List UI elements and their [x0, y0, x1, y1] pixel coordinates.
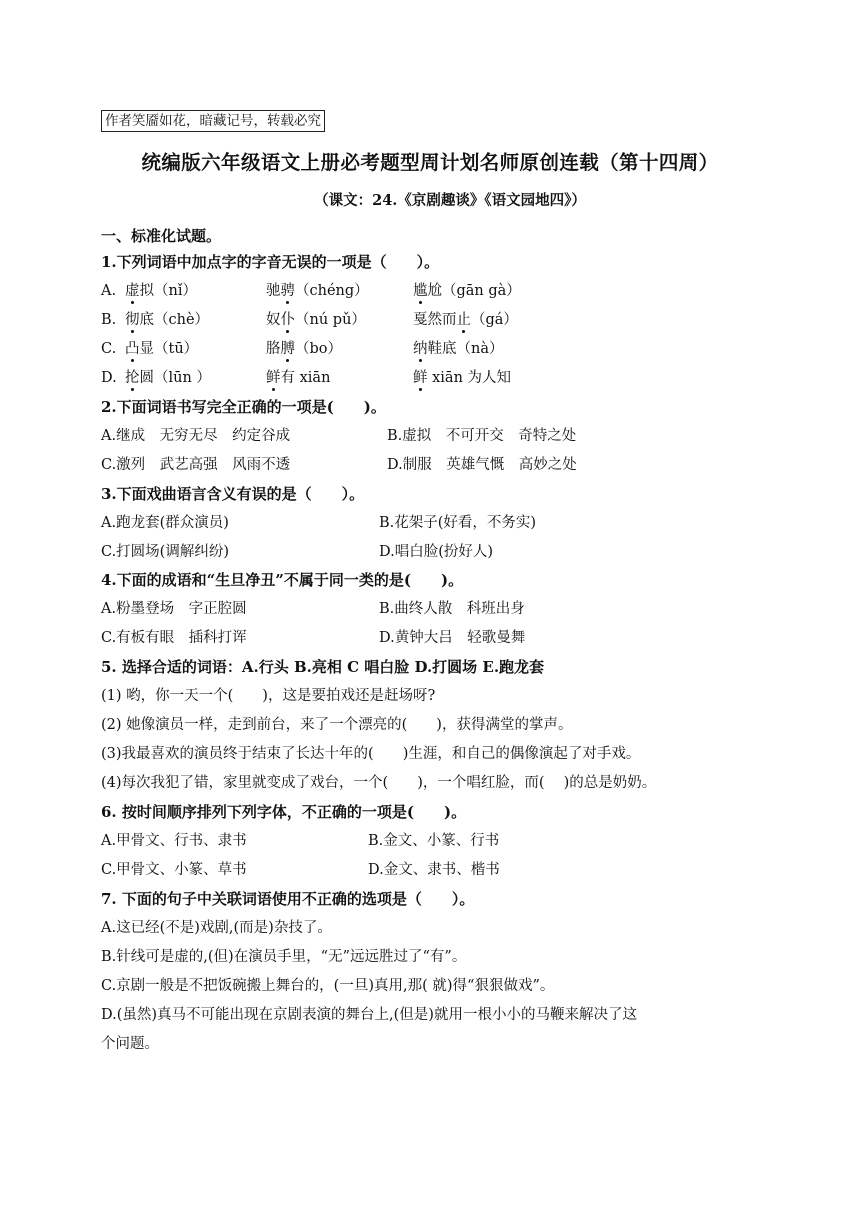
question-3-option-b: B.花架子(好看，不务实): [379, 515, 537, 531]
question-1-option-word: [413, 339, 503, 359]
question-7-line-c: C.京剧一般是不把饭碗搬上舞台的，(一旦)真用,那( 就)得“狠狠做戏”。: [101, 978, 555, 994]
question-6-stem: 6. 按时间顺序排列下列字体，不正确的一项是( )。: [101, 803, 467, 821]
page-subtitle: （课文：24.《京剧趣谈》《语文园地四》）: [314, 192, 586, 209]
question-1-option-word: [266, 281, 369, 301]
dotted-character: 尴: [413, 283, 428, 299]
question-5-line-4: (4)每次我犯了错，家里就变成了戏台，一个( )，一个唱红脸，而( )的总是奶奶。: [101, 775, 657, 791]
question-1-option-word: [266, 368, 330, 388]
question-5-line-3: (3)我最喜欢的演员终于结束了长达十年的( )生涯，和自己的偶像演起了对手戏。: [101, 746, 641, 762]
question-1-option-word: [125, 368, 211, 388]
question-3-option-a: A.跑龙套(群众演员): [101, 515, 229, 531]
dotted-character: 虚: [125, 283, 140, 299]
dotted-character: 止: [456, 312, 471, 328]
question-7-line-a: A.这已经(不是)戏剧,(而是)杂技了。: [101, 920, 332, 936]
word-suffix: 底（chè）: [139, 312, 210, 328]
question-7-line-b: B.针线可是虚的,(但)在演员手里，“无”远远胜过了“有”。: [101, 949, 467, 965]
question-2-option-a: A.继成 无穷无尽 约定谷成: [101, 428, 291, 444]
word-suffix: xiān 为人知: [427, 370, 512, 386]
question-5-stem: 5. 选择合适的词语：A.行头 B.亮相 C 唱白脸 D.打圆场 E.跑龙套: [101, 658, 545, 676]
question-1-option-word: [266, 310, 366, 330]
question-1-option-word: [413, 281, 521, 301]
question-1-option-word: [413, 368, 511, 388]
word-suffix: （bo）: [295, 341, 343, 357]
dotted-character: 凸: [125, 341, 140, 357]
question-4-option-a: A.粉墨登场 字正腔圆: [101, 601, 247, 617]
page-title: 统编版六年级语文上册必考题型周计划名师原创连载（第十四周）: [141, 151, 719, 174]
copyright-stamp: 作者笑靥如花，暗藏记号，转载必究: [101, 110, 325, 132]
dotted-character: 鲜: [266, 370, 281, 386]
question-1-option-label: A.: [101, 283, 117, 299]
question-2-option-d: D.制服 英雄气慨 高妙之处: [387, 457, 577, 473]
question-4-stem: 4.下面的成语和“生旦净丑”不属于同一类的是( )。: [101, 571, 464, 589]
question-1-option-word: [125, 339, 198, 359]
question-6-option-a: A.甲骨文、行书、隶书: [101, 833, 247, 849]
question-7-stem: 7. 下面的句子中关联词语使用不正确的选项是（ ）。: [101, 890, 475, 908]
question-1-option-word: [266, 339, 342, 359]
question-2-stem: 2.下面词语书写完全正确的一项是( )。: [101, 398, 386, 416]
question-4-option-d: D.黄钟大吕 轻歌曼舞: [379, 630, 526, 646]
word-suffix: 圆（lūn ）: [139, 370, 211, 386]
question-4-option-c: C.有板有眼 插科打诨: [101, 630, 247, 646]
question-1-option-word: [413, 310, 518, 330]
question-3-option-c: C.打圆场(调解纠纷): [101, 544, 230, 560]
dotted-character: 骋: [280, 283, 295, 299]
dotted-character: 鲜: [413, 370, 428, 386]
question-2-option-c: C.激列 武艺高强 风雨不透: [101, 457, 291, 473]
word-prefix: 戛然而: [413, 312, 457, 328]
question-6-option-b: B.金文、小篆、行书: [368, 833, 500, 849]
question-1-option-label: D.: [101, 370, 117, 386]
word-prefix: 胳: [266, 341, 281, 357]
word-suffix: 拟（nǐ）: [139, 283, 197, 299]
question-1-option-label: B.: [101, 312, 117, 328]
question-3-stem: 3.下面戏曲语言含义有误的是（ ）。: [101, 485, 365, 503]
question-2-option-b: B.虚拟 不可开交 奇特之处: [387, 428, 577, 444]
word-suffix: （gá）: [471, 312, 518, 328]
word-prefix: 驰: [266, 283, 281, 299]
question-5-line-2: (2) 她像演员一样，走到前台，来了一个漂亮的( )，获得满堂的掌声。: [101, 717, 573, 733]
word-prefix: 奴: [266, 312, 281, 328]
question-1-stem: 1.下列词语中加点字的字音无误的一项是（ ）。: [101, 253, 440, 271]
dotted-character: 彻: [125, 312, 140, 328]
word-suffix: 有 xiān: [280, 370, 331, 386]
question-7-line-d-cont: 个问题。: [101, 1036, 159, 1052]
dotted-character: 膊: [280, 341, 295, 357]
question-4-option-b: B.曲终人散 科班出身: [379, 601, 525, 617]
section-heading: 一、标准化试题。: [101, 227, 222, 245]
question-7-line-d: D.(虽然)真马不可能出现在京剧表演的舞台上,(但是)就用一根小小的马鞭来解决了这: [101, 1007, 637, 1023]
dotted-character: 仆: [280, 312, 295, 328]
question-6-option-c: C.甲骨文、小篆、草书: [101, 862, 247, 878]
word-suffix: 鞋底（nà）: [427, 341, 504, 357]
question-1-option-label: C.: [101, 341, 117, 357]
dotted-character: 抡: [125, 370, 140, 386]
word-suffix: （nú pǔ）: [295, 312, 366, 328]
question-1-option-word: [125, 310, 209, 330]
word-suffix: 尬（gān gà）: [427, 283, 521, 299]
word-suffix: （chéng）: [295, 283, 369, 299]
question-5-line-1: (1) 哟，你一天一个( )，这是要拍戏还是赶场呀?: [101, 688, 436, 704]
question-1-option-word: [125, 281, 197, 301]
word-suffix: 显（tū）: [139, 341, 199, 357]
dotted-character: 纳: [413, 341, 428, 357]
question-6-option-d: D.金文、隶书、楷书: [368, 862, 500, 878]
question-3-option-d: D.唱白脸(扮好人): [379, 544, 494, 560]
